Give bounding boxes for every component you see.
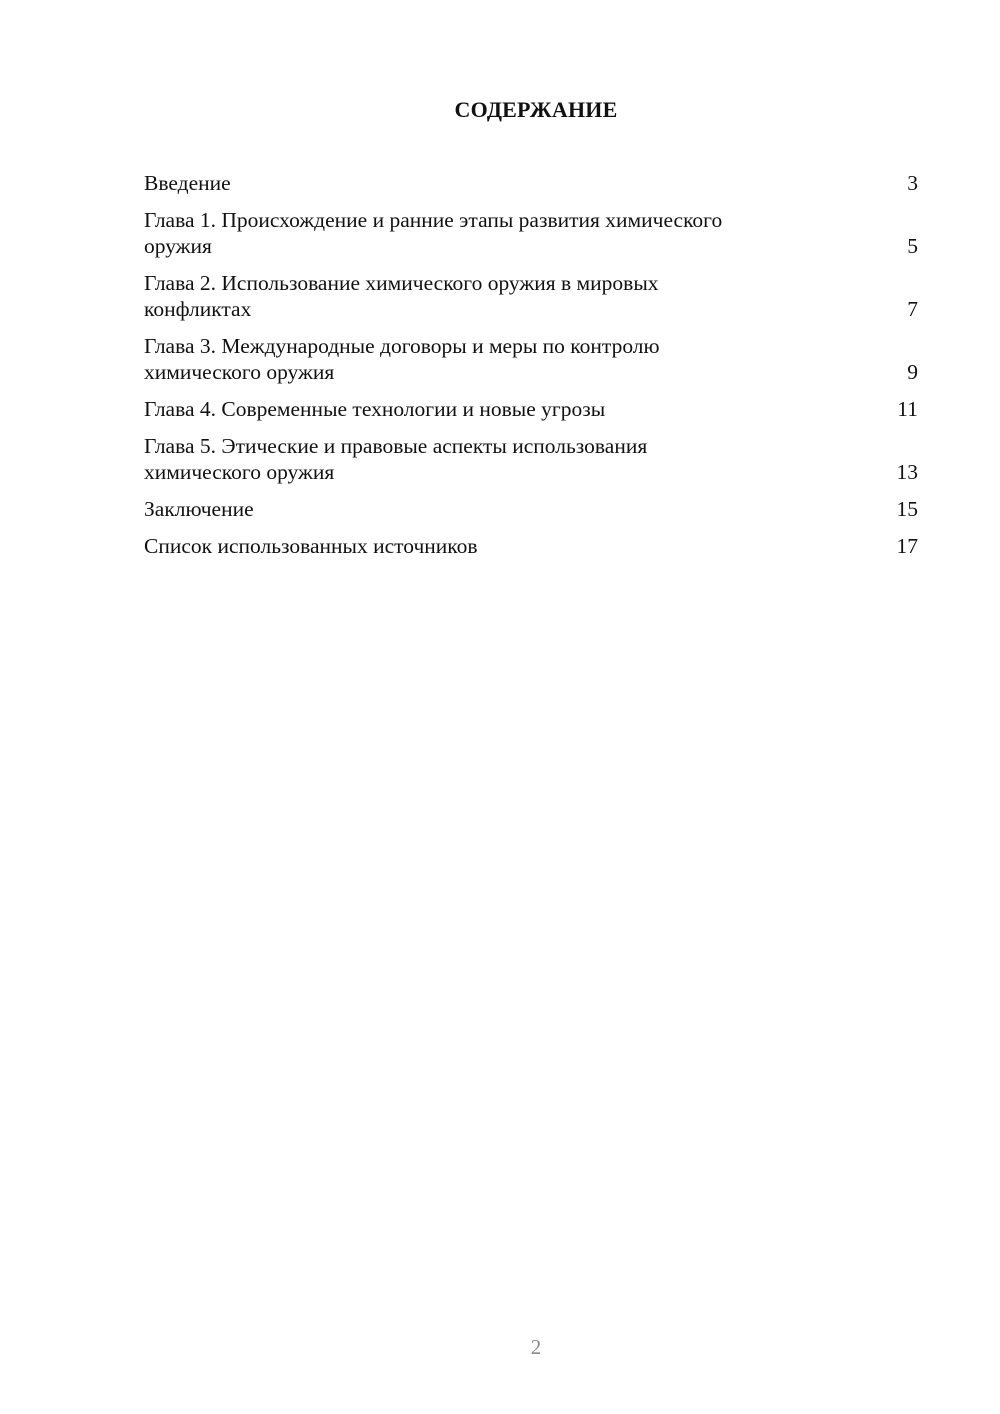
toc-entry-text: Глава 5. Этические и правовые аспекты использования химического оружия xyxy=(144,434,648,484)
toc-entry-page: 3 xyxy=(907,171,918,195)
toc-entry-introduction xyxy=(144,170,918,196)
toc-entry-text: Глава 3. Международные договоры и меры по контролю химического оружия xyxy=(144,334,660,384)
toc-entry-chapter-4 xyxy=(144,396,918,422)
toc-entry-text: Список использованных источников xyxy=(144,534,478,558)
toc-entry-page: 7 xyxy=(907,297,918,321)
toc-entry-page: 11 xyxy=(897,397,918,421)
toc-entry-page: 9 xyxy=(907,360,918,384)
toc-entry-page: 15 xyxy=(896,497,918,521)
toc-entry-chapter-3 xyxy=(144,333,918,385)
toc-entry-text: Глава 2. Использование химического оружия в мировых конфликтах xyxy=(144,271,659,321)
toc-entry-chapter-2 xyxy=(144,270,918,322)
toc-entry-text: Глава 4. Современные технологии и новые угрозы xyxy=(144,397,606,421)
toc-entry-chapter-5 xyxy=(144,433,918,485)
toc-list xyxy=(144,170,918,570)
page-number: 2 xyxy=(530,1335,542,1359)
toc-entry-chapter-1 xyxy=(144,207,918,259)
toc-title: СОДЕРЖАНИЕ xyxy=(454,97,618,122)
toc-entry-text: Глава 1. Происхождение и ранние этапы развития химического оружия xyxy=(144,208,723,258)
toc-entry-page: 5 xyxy=(907,234,918,258)
toc-entry-text: Заключение xyxy=(144,497,254,521)
toc-entry-references xyxy=(144,533,918,559)
toc-entry-page: 13 xyxy=(896,460,918,484)
toc-entry-page: 17 xyxy=(896,534,918,558)
toc-entry-text: Введение xyxy=(144,171,231,195)
toc-entry-conclusion xyxy=(144,496,918,522)
